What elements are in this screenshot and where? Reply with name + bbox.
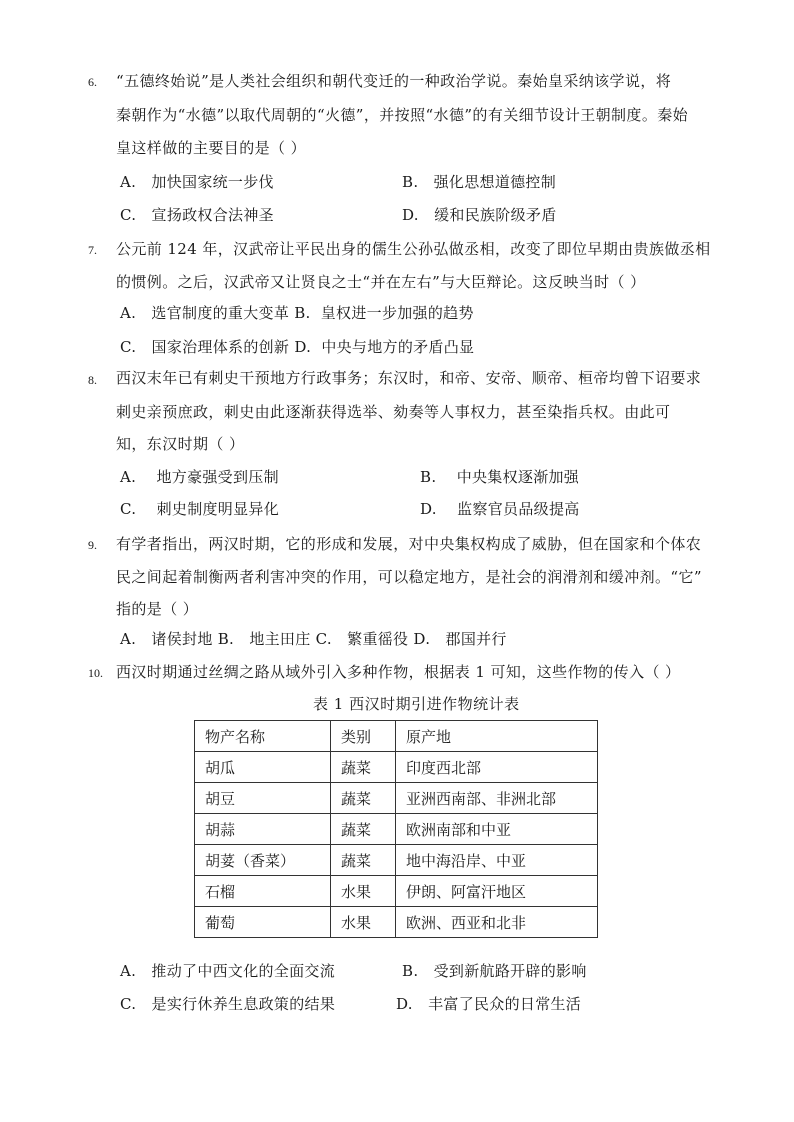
option-letter: C.	[315, 630, 332, 648]
option-text: 丰富了民众的日常生活	[428, 995, 582, 1013]
table-row	[195, 783, 598, 814]
option-text: 受到新航路开辟的影响	[433, 962, 587, 980]
option-letter: D.	[413, 630, 431, 648]
option-text: 国家治理体系的创新	[151, 338, 290, 356]
option-text: 缓和民族阶级矛盾	[434, 206, 557, 224]
question-7-line-2: 的惯例。之后，汉武帝又让贤良之士“并在左右”与大臣辩论。这反映当时（ ）	[116, 273, 646, 291]
question-8-option-b	[420, 466, 579, 487]
option-letter: D.	[420, 500, 437, 518]
option-letter: C.	[120, 500, 137, 518]
option-text: 皇权进一步加强的趋势	[320, 304, 474, 322]
option-text: 地主田庄	[249, 630, 311, 648]
question-6-line-1: “五德终始说”是人类社会组织和朝代变迁的一种政治学说。秦始皇采纳该学说，将	[116, 72, 672, 90]
question-9-line-1: 有学者指出，两汉时期，它的形成和发展，对中央集权构成了威胁，但在国家和个体农	[116, 535, 702, 553]
question-10-line-1: 西汉时期通过丝绸之路从域外引入多种作物，根据表 1 可知，这些作物的传入（ ）	[116, 663, 681, 681]
question-7-option-a	[120, 302, 474, 323]
question-9-line-3: 指的是（ ）	[116, 600, 199, 618]
option-letter: A.	[120, 468, 137, 486]
option-text: 推动了中西文化的全面交流	[151, 962, 336, 980]
question-10-number: 10.	[88, 666, 103, 680]
table-cell: 蔬菜	[331, 783, 396, 814]
question-7-line-1: 公元前 124 年，汉武帝让平民出身的儒生公孙弘做丞相，改变了即位早期由贵族做丞相	[116, 240, 711, 258]
table-cell: 石榴	[195, 876, 331, 907]
option-letter: B.	[402, 173, 419, 191]
option-letter: B.	[402, 962, 419, 980]
option-text: 地方豪强受到压制	[156, 468, 279, 486]
question-10-option-c	[120, 993, 335, 1014]
question-8-line-1: 西汉末年已有刺史干预地方行政事务；东汉时，和帝、安帝、顺帝、桓帝均曾下诏要求	[116, 369, 702, 387]
table-header-cell: 类别	[331, 721, 396, 752]
table-row	[195, 752, 598, 783]
option-letter: A.	[120, 304, 137, 322]
option-text: 中央集权逐渐加强	[456, 468, 580, 486]
question-6-number: 6.	[88, 75, 97, 89]
table-cell: 地中海沿岸、中亚	[396, 845, 598, 876]
table-row	[195, 876, 598, 907]
question-9-options	[120, 628, 507, 649]
option-letter: A.	[120, 173, 137, 191]
question-6-option-d	[402, 204, 557, 225]
table-cell: 蔬菜	[331, 845, 396, 876]
table-cell: 印度西北部	[396, 752, 598, 783]
option-letter: A.	[120, 962, 137, 980]
table-cell: 胡蒜	[195, 814, 331, 845]
option-letter: C.	[120, 995, 137, 1013]
option-letter: C.	[120, 206, 137, 224]
option-text: 宣扬政权合法神圣	[151, 206, 274, 224]
option-text: 中央与地方的矛盾凸显	[321, 338, 475, 356]
question-10-option-d	[396, 993, 581, 1014]
question-6-option-a	[120, 171, 274, 192]
option-letter: C.	[120, 338, 137, 356]
question-8-line-3: 知，东汉时期（ ）	[116, 435, 245, 453]
option-letter: A.	[120, 630, 137, 648]
option-letter: D.	[294, 338, 312, 356]
question-6-option-c	[120, 204, 274, 225]
table-cell: 胡瓜	[195, 752, 331, 783]
question-8-line-2: 刺史亲预庶政，刺史由此逐渐获得选举、劾奏等人事权力，甚至染指兵权。由此可	[116, 403, 671, 421]
question-7-number: 7.	[88, 243, 97, 257]
question-8-option-c	[120, 498, 279, 519]
question-9-line-2: 民之间起着制衡两者利害冲突的作用，可以稳定地方，是社会的润滑剂和缓冲剂。“它”	[116, 568, 702, 586]
table-cell: 亚洲西南部、非洲北部	[396, 783, 598, 814]
table-cell: 胡豆	[195, 783, 331, 814]
question-8-option-a	[120, 466, 279, 487]
table-cell: 蔬菜	[331, 814, 396, 845]
option-text: 选官制度的重大变革	[151, 304, 290, 322]
table-cell: 水果	[331, 876, 396, 907]
option-text: 强化思想道德控制	[433, 173, 557, 191]
question-10-option-b	[402, 960, 587, 981]
option-letter: B.	[420, 468, 437, 486]
question-7-option-c	[120, 336, 474, 357]
table-cell: 欧洲、西亚和北非	[396, 907, 598, 938]
table-header-cell: 原产地	[396, 721, 598, 752]
table-caption: 表 1 西汉时期引进作物统计表	[313, 695, 520, 713]
question-6-line-3: 皇这样做的主要目的是（ ）	[116, 139, 306, 157]
question-6-option-b	[402, 171, 556, 192]
option-letter: B.	[217, 630, 235, 648]
option-letter: B.	[294, 304, 311, 322]
table-header-row	[195, 721, 598, 752]
table-cell: 胡荽（香菜）	[195, 845, 331, 876]
table-cell: 伊朗、阿富汗地区	[396, 876, 598, 907]
question-6-line-2: 秦朝作为“水德”以取代周朝的“火德”，并按照“水德”的有关细节设计王朝制度。秦始	[116, 106, 689, 124]
table-row	[195, 814, 598, 845]
table-cell: 蔬菜	[331, 752, 396, 783]
table-row	[195, 907, 598, 938]
question-8-number: 8.	[88, 373, 97, 387]
crop-statistics-table	[194, 720, 598, 938]
option-text: 加快国家统一步伐	[151, 173, 274, 191]
option-text: 监察官员品级提高	[457, 500, 580, 518]
option-text: 刺史制度明显异化	[156, 500, 279, 518]
table-row	[195, 845, 598, 876]
question-10-option-a	[120, 960, 335, 981]
option-letter: D.	[402, 206, 419, 224]
option-letter: D.	[396, 995, 413, 1013]
option-text: 诸侯封地	[151, 630, 213, 648]
question-8-option-d	[420, 498, 580, 519]
table-cell: 欧洲南部和中亚	[396, 814, 598, 845]
table-cell: 葡萄	[195, 907, 331, 938]
option-text: 郡国并行	[445, 630, 507, 648]
question-9-number: 9.	[88, 538, 97, 552]
option-text: 繁重徭役	[347, 630, 409, 648]
option-text: 是实行休养生息政策的结果	[151, 995, 336, 1013]
table-header-cell: 物产名称	[195, 721, 331, 752]
table-cell: 水果	[331, 907, 396, 938]
